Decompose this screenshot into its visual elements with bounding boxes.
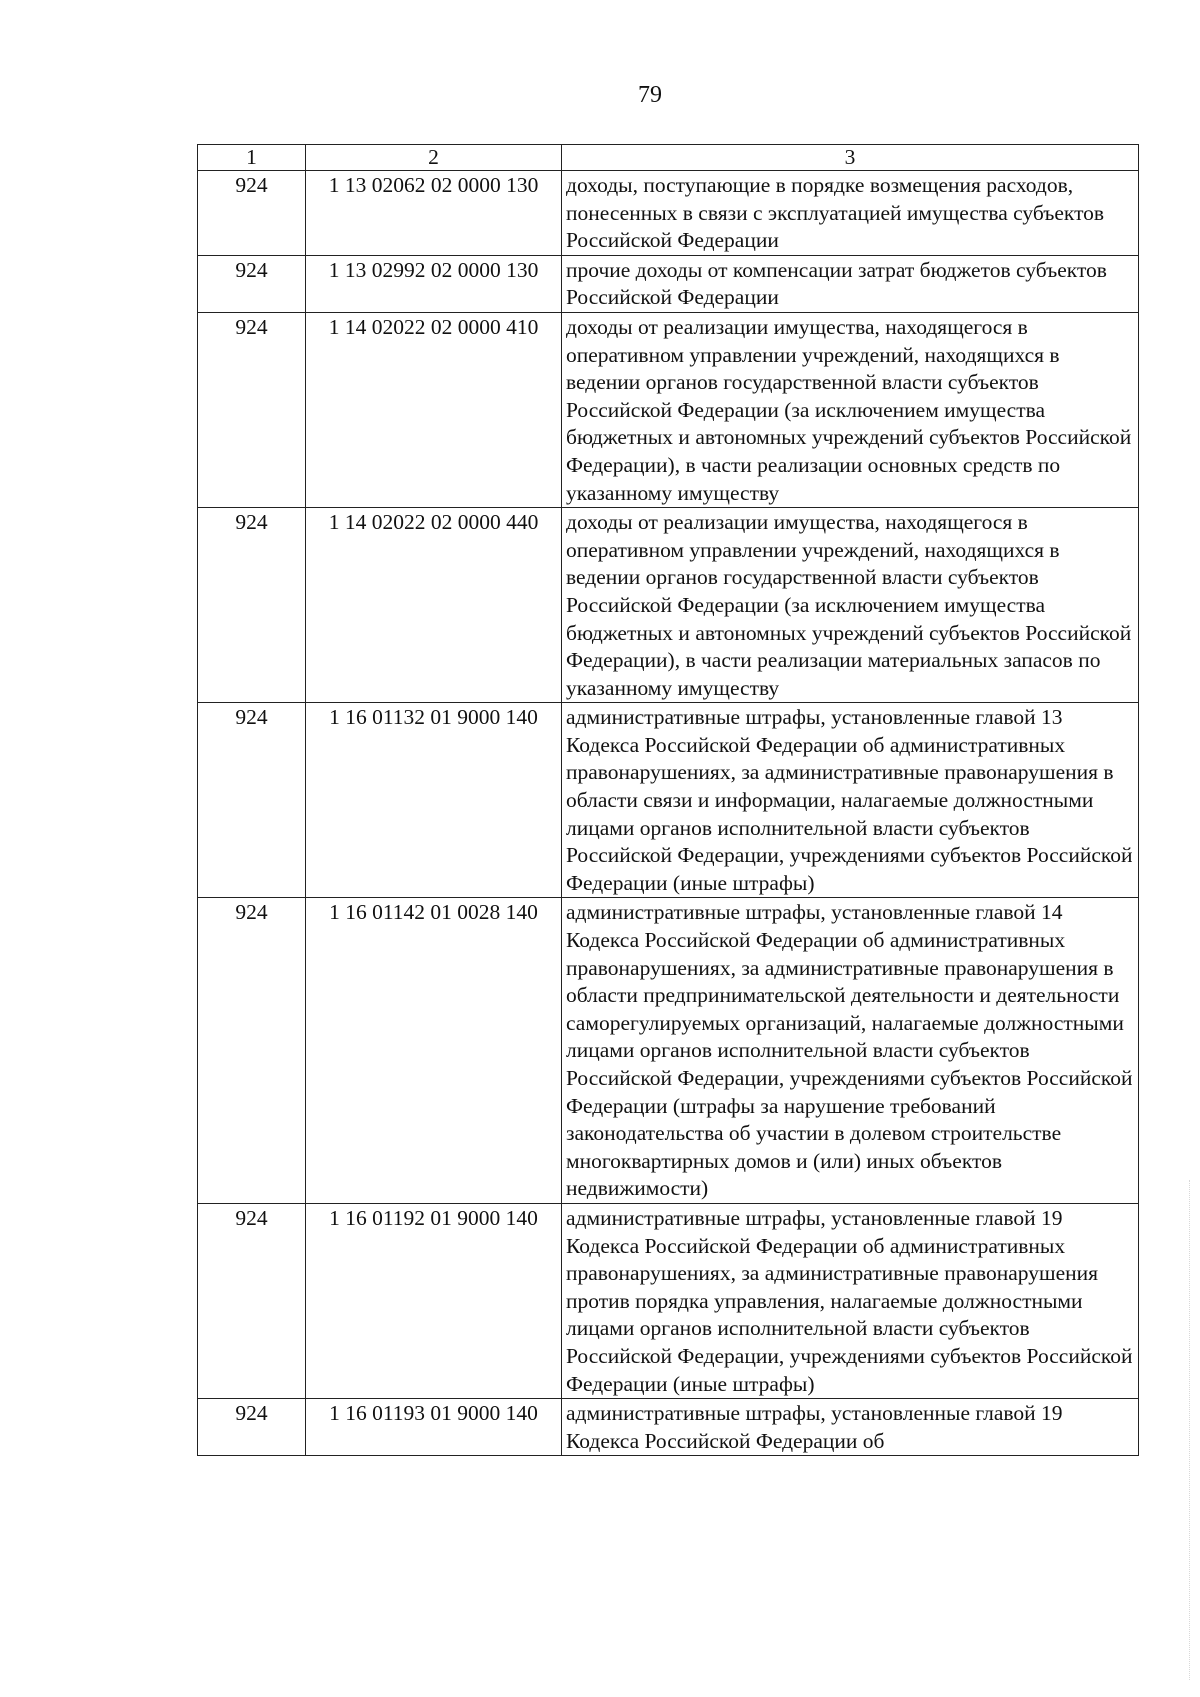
- description-cell: административные штрафы, установленные главой 13 Кодекса Российской Федерации об административных правонарушениях, за административные правонарушения в области связи и информации, налагаемые должностными лицами органов исполнительной власти субъектов Российской Федерации, учреждениями субъектов Российской Федерации (иные штрафы): [562, 703, 1139, 898]
- description-cell: административные штрафы, установленные главой 19 Кодекса Российской Федерации об: [562, 1399, 1139, 1456]
- description-cell: доходы от реализации имущества, находящегося в оперативном управлении учреждений, находящихся в ведении органов государственной власти субъектов Российской Федерации (за исключением имущества бюджетных и автономных учреждений субъектов Российской Федерации), в части реализации материальных запасов по указанному имуществу: [562, 508, 1139, 703]
- kbk-code-cell: 1 13 02062 02 0000 130: [306, 171, 562, 256]
- description-cell: административные штрафы, установленные главой 19 Кодекса Российской Федерации об административных правонарушениях, за административные правонарушения против порядка управления, налагаемые должностными лицами органов исполнительной власти субъектов Российской Федерации, учреждениями субъектов Российской Федерации (иные штрафы): [562, 1203, 1139, 1398]
- table-row: [198, 255, 1139, 312]
- kbk-code-cell: 1 16 01192 01 9000 140: [306, 1203, 562, 1398]
- admin-code-cell: 924: [198, 312, 306, 507]
- table-row: [198, 703, 1139, 898]
- admin-code-cell: 924: [198, 703, 306, 898]
- admin-code-cell: 924: [198, 255, 306, 312]
- admin-code-cell: 924: [198, 1399, 306, 1456]
- page-number: 79: [638, 82, 662, 108]
- column-header-1: 1: [198, 145, 306, 171]
- kbk-code-cell: 1 14 02022 02 0000 440: [306, 508, 562, 703]
- admin-code-cell: 924: [198, 508, 306, 703]
- description-cell: прочие доходы от компенсации затрат бюджетов субъектов Российской Федерации: [562, 255, 1139, 312]
- kbk-code-cell: 1 13 02992 02 0000 130: [306, 255, 562, 312]
- table-row: [198, 312, 1139, 507]
- kbk-code-cell: 1 14 02022 02 0000 410: [306, 312, 562, 507]
- revenue-codes-table: [197, 144, 1139, 1456]
- kbk-code-cell: 1 16 01132 01 9000 140: [306, 703, 562, 898]
- admin-code-cell: 924: [198, 1203, 306, 1398]
- admin-code-cell: 924: [198, 171, 306, 256]
- description-cell: доходы, поступающие в порядке возмещения расходов, понесенных в связи с эксплуатацией имущества субъектов Российской Федерации: [562, 171, 1139, 256]
- admin-code-cell: 924: [198, 898, 306, 1204]
- table-row: [198, 508, 1139, 703]
- table-header-row: [198, 145, 1139, 171]
- kbk-code-cell: 1 16 01142 01 0028 140: [306, 898, 562, 1204]
- kbk-code-cell: 1 16 01193 01 9000 140: [306, 1399, 562, 1456]
- description-cell: административные штрафы, установленные главой 14 Кодекса Российской Федерации об административных правонарушениях, за административные правонарушения в области предпринимательской деятельности и деятельности саморегулируемых организаций, налагаемые должностными лицами органов исполнительной власти субъектов Российской Федерации, учреждениями субъектов Российской Федерации (штрафы за нарушение требований законодательства об участии в долевом строительстве многоквартирных домов и (или) иных объектов недвижимости): [562, 898, 1139, 1204]
- scan-edge-artifact: [1189, 1180, 1192, 1680]
- table-row: [198, 898, 1139, 1204]
- table-row: [198, 1203, 1139, 1398]
- column-header-2: 2: [306, 145, 562, 171]
- table-row: [198, 171, 1139, 256]
- table-row: [198, 1399, 1139, 1456]
- description-cell: доходы от реализации имущества, находящегося в оперативном управлении учреждений, находящихся в ведении органов государственной власти субъектов Российской Федерации (за исключением имущества бюджетных и автономных учреждений субъектов Российской Федерации), в части реализации основных средств по указанному имуществу: [562, 312, 1139, 507]
- column-header-3: 3: [562, 145, 1139, 171]
